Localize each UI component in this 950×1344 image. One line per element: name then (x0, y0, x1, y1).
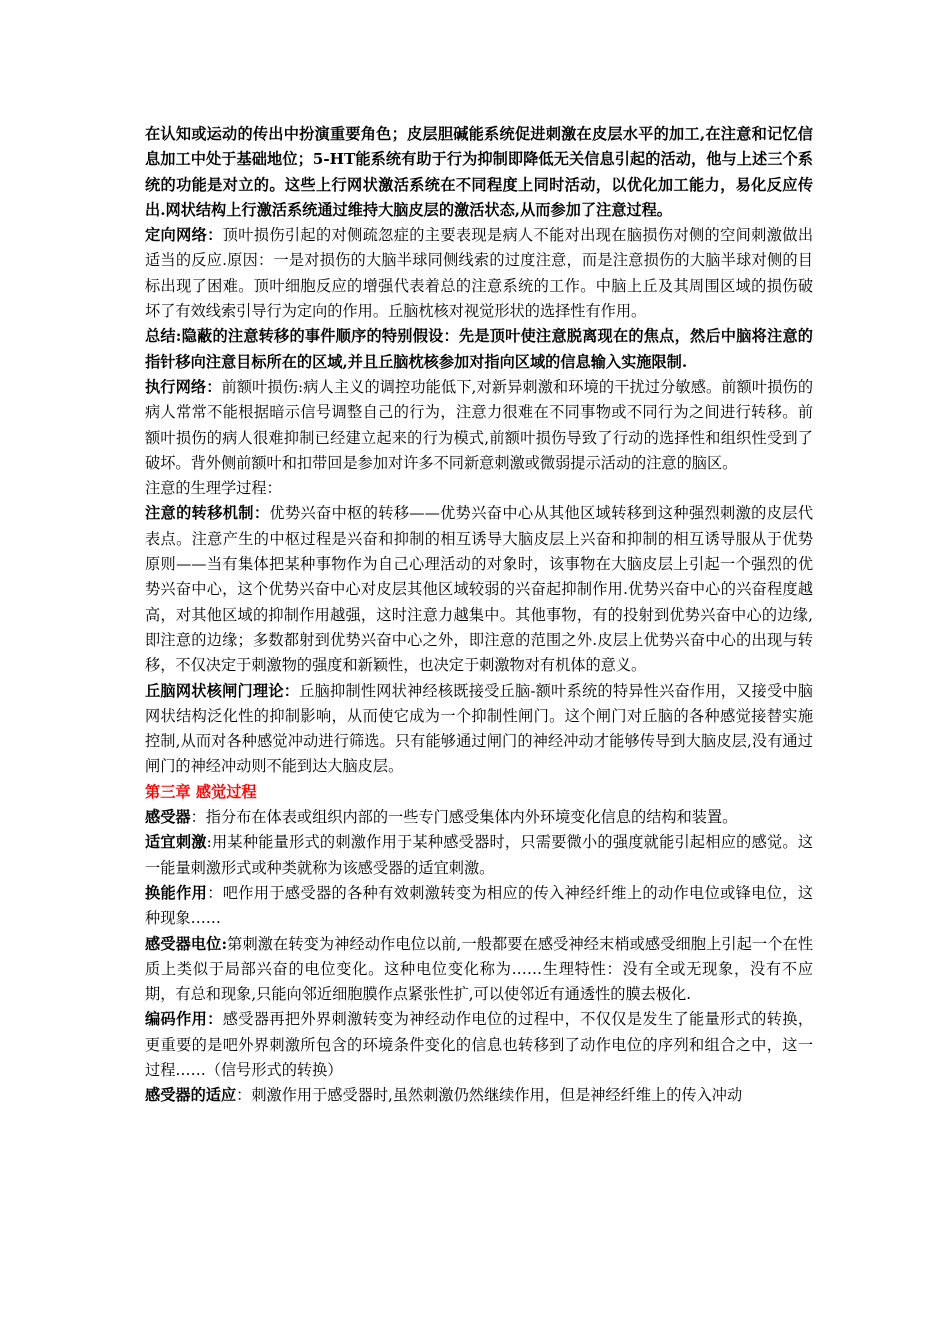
paragraph-transduction (145, 881, 813, 932)
paragraph-receptor-potential (145, 932, 813, 1008)
term-body: 前额叶损伤:病人主义的调控功能低下,对新异刺激和环境的干扰过分敏感。前额叶损伤的病人常常不能根据暗示信号调整自己的行为，注意力很难在不同事物或不同行为之间进行转移。前额叶损伤的病人很难抑制已经建立起来的行为模式,前额叶损伤导致了行动的选择性和组织性受到了破坏。背外侧前额叶和扣带回是参加对许多不同新意刺激或微弱提示活动的注意的脑区。 (145, 377, 814, 472)
paragraph-summary: 总结:隐蔽的注意转移的事件顺序的特别假设：先是顶叶使注意脱离现在的焦点，然后中脑将注意的指针移向注意目标所在的区域,并且丘脑枕核参加对指向区域的信息输入实施限制. (145, 327, 813, 371)
document-page (145, 122, 813, 1109)
term-body: ：吧作用于感受器的各种有效刺激转变为相应的传入神经纤维上的动作电位或锋电位，这种现象…… (145, 883, 814, 928)
term-label: 注意的转移机制： (145, 504, 270, 523)
term-label: 定向网络： (145, 226, 223, 245)
term-label: 编码作用： (145, 1010, 223, 1029)
term-body: :用某种能量形式的刺激作用于某种感受器时，只需要微小的强度就能引起相应的感觉。这一能量刺激形式或种类就称为该感受器的适宜刺激。 (145, 833, 814, 877)
term-body: 丘脑抑制性网状神经核既接受丘脑-额叶系统的特异性兴奋作用，又接受中脑网状结构泛化性的抑制影响，从而使它成为一个抑制性闸门。这个闸门对丘脑的各种感觉接替实施控制,从而对各种感觉冲动进行筛选。只有能够通过闸门的神经冲动才能够传导到大脑皮层,没有通过闸门的神经冲动则不能到达大脑皮层。 (145, 681, 813, 776)
term-label: 执行网络： (145, 377, 222, 396)
term-label: 换能作用 (145, 883, 208, 902)
term-body: 优势兴奋中枢的转移——优势兴奋中心从其他区域转移到这种强烈刺激的皮层代表点。注意产生的中枢过程是兴奋和抑制的相互诱导大脑皮层上兴奋和抑制的相互诱导服从于优势原则——当有集体把某种事物作为自己心理活动的对象时，该事物在大脑皮层上引起一个强烈的优势兴奋中心，这个优势兴奋中心对皮层其他区域较弱的兴奋起抑制作用.优势兴奋中心的兴奋程度越高，对其他区域的抑制作用越强，这时注意力越集中。其他事物，有的投射到优势兴奋中心的边缘,即注意的边缘；多数都射到优势兴奋中心之外，即注意的范围之外.皮层上优势兴奋中心的出现与转移，不仅决定于刺激物的强度和新颖性，也决定于刺激物对有机体的意义。 (145, 504, 814, 675)
term-body: ：刺激作用于感受器时,虽然刺激仍然继续作用，但是神经纤维上的传入冲动 (236, 1086, 743, 1105)
term-label: 感受器 (145, 808, 191, 827)
chapter-heading: 第三章 感觉过程 (145, 782, 257, 801)
term-label: 丘脑网状核闸门理论： (145, 681, 300, 700)
term-body: ：指分布在体表或组织内部的一些专门感受集体内外环境变化信息的结构和装置。 (190, 808, 738, 827)
term-label: 感受器电位: (145, 934, 228, 953)
paragraph-encoding (145, 1007, 813, 1083)
paragraph-physiology-heading: 注意的生理学过程： (145, 479, 282, 498)
paragraph-reticular-activation: 在认知或运动的传出中扮演重要角色；皮层胆碱能系统促进刺激在皮层水平的加工,在注意和记忆信息加工中处于基础地位；5-HT能系统有助于行为抑制即降低无关信息引起的活动，他与上述三个系统的功能是对立的。这些上行网状激活系统在不同程度上同时活动，以优化加工能力，易化反应传出.网状结构上行激活系统通过维持大脑皮层的激活状态,从而参加了注意过程。 (145, 125, 813, 219)
term-body: 感受器再把外界刺激转变为神经动作电位的过程中，不仅仅是发生了能量形式的转换，更重要的是吧外界刺激所包含的环境条件变化的信息也转移到了动作电位的序列和组合之中，这一过程……（信号形式的转换） (145, 1010, 814, 1079)
paragraph-orienting-network (145, 223, 813, 324)
term-body: 顶叶损伤引起的对侧疏忽症的主要表现是病人不能对出现在脑损伤对侧的空间刺激做出适当的反应.原因：一是对损伤的大脑半球同侧线索的过度注意，而是注意损伤的大脑半球对侧的目标出现了困难。顶叶细胞反应的增强代表着总的注意系统的工作。中脑上丘及其周围区域的损伤破坏了有效线索引导行为定向的作用。丘脑枕核对视觉形状的选择性有作用。 (145, 226, 814, 321)
paragraph-receptor (145, 805, 813, 830)
paragraph-adequate-stimulus (145, 830, 813, 881)
paragraph-executive-network (145, 375, 813, 476)
paragraph-attention-shift (145, 501, 813, 678)
term-label: 适宜刺激 (145, 833, 207, 852)
term-body: 第刺激在转变为神经动作电位以前,一般都要在感受神经末梢或感受细胞上引起一个在性质上类似于局部兴奋的电位变化。这种电位变化称为……生理特性：没有全或无现象，没有不应期，有总和现象,只能向邻近细胞膜作点紧张性扩,可以使邻近有通透性的膜去极化. (145, 934, 814, 1004)
paragraph-thalamic-gate (145, 679, 813, 780)
paragraph-adaptation (145, 1083, 813, 1108)
term-label: 感受器的适应 (145, 1086, 237, 1105)
